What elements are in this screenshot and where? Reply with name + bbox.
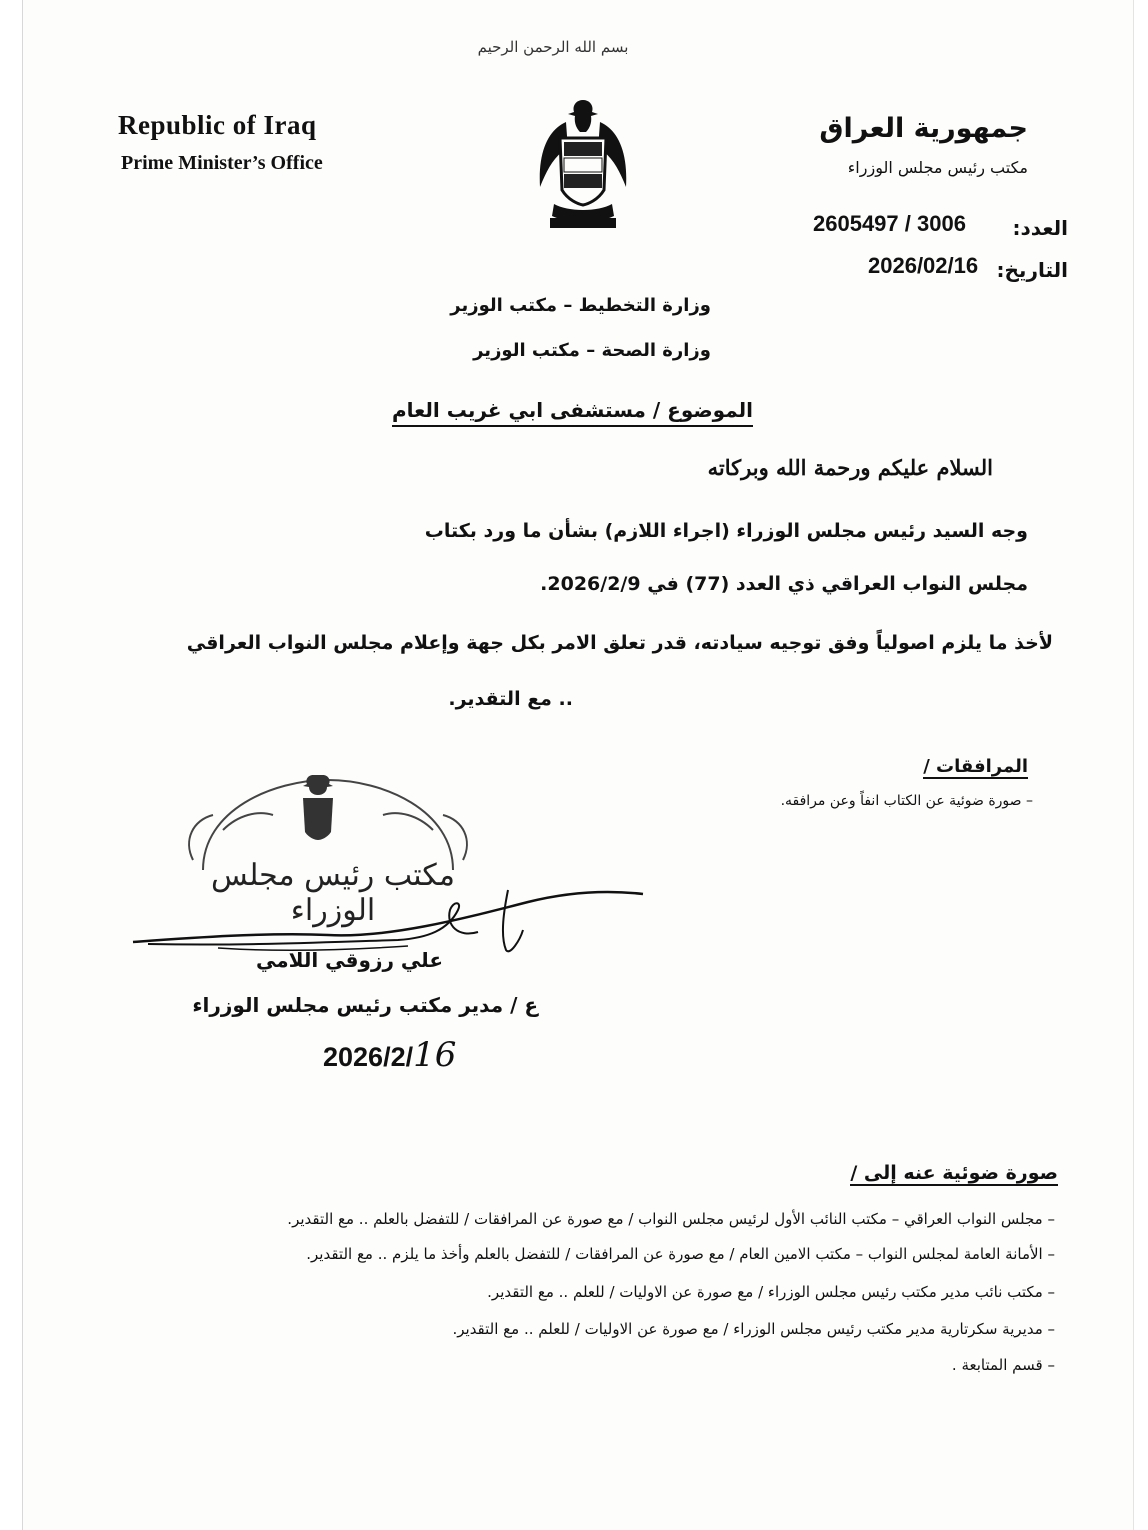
body-line-1: وجه السيد رئيس مجلس الوزراء (اجراء اللازم) بشأن ما ورد بكتاب xyxy=(424,520,1028,542)
body-line-2: مجلس النواب العراقي ذي العدد (77) في 2026/2/9. xyxy=(540,573,1028,595)
signer-name: علي رزوقي اللامي xyxy=(256,948,443,972)
signer-title: ع / مدير مكتب رئيس مجلس الوزراء xyxy=(192,993,538,1017)
english-title: Republic of Iraq xyxy=(118,110,317,140)
english-subtitle: Prime Minister’s Office xyxy=(121,152,323,174)
attachments-heading: المرافقات / xyxy=(923,756,1028,777)
body-closing: .. مع التقدير. xyxy=(448,688,573,710)
signature-date xyxy=(323,1035,456,1075)
iraq-eagle-emblem-icon xyxy=(528,92,638,237)
body-line-3: لأخذ ما يلزم اصولياً وفق توجيه سيادته، قدر تعلق الامر بكل جهة وإعلام مجلس النواب العراقي xyxy=(186,632,1053,654)
copy-recipient: – مكتب نائب مدير مكتب رئيس مجلس الوزراء / مع صورة عن الاوليات / للعلم .. مع التقدير. xyxy=(487,1283,1055,1301)
copies-heading: صورة ضوئية عنه إلى / xyxy=(850,1162,1058,1184)
letter-page xyxy=(22,0,1134,1530)
reference-number: 2605497 / 3006 xyxy=(813,211,966,236)
reference-date: 2026/02/16 xyxy=(868,253,979,278)
copy-recipient: – قسم المتابعة . xyxy=(951,1356,1055,1374)
subject-line: الموضوع / مستشفى ابي غريب العام xyxy=(392,398,753,427)
greeting: السلام عليكم ورحمة الله وبركاته xyxy=(707,455,993,480)
attachments-item: – صورة ضوئية عن الكتاب انفاً وعن مرافقه. xyxy=(780,793,1033,809)
copy-recipient: – مجلس النواب العراقي – مكتب النائب الأول لرئيس مجلس النواب / مع صورة عن المرافقات / للتفضل بالعلم .. مع التقدير. xyxy=(287,1210,1055,1228)
arabic-title: جمهورية العراق xyxy=(819,113,1028,144)
reference-date-label: التاريخ: xyxy=(996,258,1068,282)
seal-text: مكتب رئيس مجلس الوزراء xyxy=(211,858,455,928)
signature-date-day: 16 xyxy=(413,1035,457,1075)
arabic-subtitle: مكتب رئيس مجلس الوزراء xyxy=(847,158,1028,177)
addressee-planning: وزارة التخطيط – مكتب الوزير xyxy=(450,295,711,316)
reference-number-label: العدد: xyxy=(1012,216,1068,240)
copy-recipient: – مديرية سكرتارية مدير مكتب رئيس مجلس الوزراء / مع صورة عن الاوليات / للعلم .. مع التقدير. xyxy=(452,1320,1055,1338)
copy-recipient: – الأمانة العامة لمجلس النواب – مكتب الامين العام / مع صورة عن المرافقات / للتفضل بالعلم وأخذ ما يلزم .. مع التقدير. xyxy=(306,1245,1055,1263)
addressee-health: وزارة الصحة – مكتب الوزير xyxy=(473,340,711,361)
basmala: بسم الله الرحمن الرحيم xyxy=(477,38,629,56)
signature-date-prefix: 2026/2/ xyxy=(323,1042,414,1072)
